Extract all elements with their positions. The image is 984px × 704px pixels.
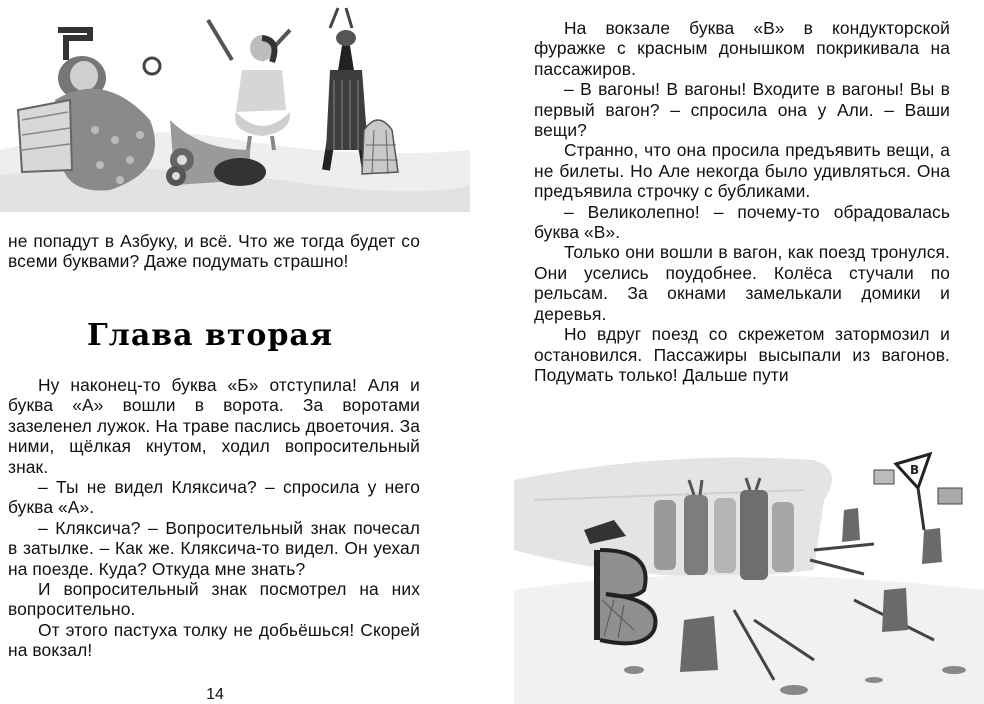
paragraph: не попадут в Азбуку, и всё. Что же тогда будет со всеми буквами? Даже подумать страшно!	[8, 231, 420, 272]
right-page	[514, 0, 984, 704]
paragraph: Ну наконец-то буква «Б» отступила! Аля и буква «А» вошли в ворота. За воротами зазеленел лужок. На траве паслись двоеточия. За ними, щёлкая кнутом, ходил вопросительный знак.	[8, 375, 420, 477]
bottom-illustration	[514, 440, 984, 704]
paragraph: – Кляксича? – Вопросительный знак почесал в затылке. – Как же. Кляксича-то видел. Он уехал на поезде. Куда? Откуда мне знать?	[8, 517, 420, 579]
paragraph: – Великолепно! – почему-то обрадовалась буква «В».	[534, 201, 950, 243]
paragraph: От этого пастуха толку не добьёшься! Скорей на вокзал!	[8, 619, 420, 661]
paragraph: На вокзале буква «В» в кондукторской фуражке с красным донышком покрикивала на пассажиров.	[534, 18, 950, 79]
paragraph: Только они вошли в вагон, как поезд тронулся. Они уселись поудобнее. Колёса стучали по рельсам. За окнами замелькали домики и деревья.	[534, 242, 950, 324]
page-number: 14	[206, 686, 224, 703]
paragraph: – Ты не видел Кляксича? – спросила у него буква «А».	[8, 477, 420, 518]
top-illustration	[0, 0, 470, 212]
paragraph: – В вагоны! В вагоны! Входите в вагоны! Вы в первый вагон? – спросила она у Али. – Ваши вещи?	[534, 79, 950, 141]
paragraph: И вопросительный знак посмотрел на них вопросительно.	[8, 579, 420, 620]
left-page	[0, 0, 470, 704]
continued-paragraph	[8, 231, 420, 272]
sign-letter: В	[910, 463, 920, 477]
right-body	[534, 18, 950, 385]
chapter-body	[8, 375, 420, 661]
chapter-title: Глава вторая	[86, 318, 334, 353]
paragraph: Но вдруг поезд со скрежетом затормозил и остановился. Пассажиры высыпали из вагонов. Подумать только! Дальше пути	[534, 324, 950, 385]
paragraph: Странно, что она просила предъявить вещи, а не билеты. Но Але некогда было удивляться. Она предъявила строчку с бубликами.	[534, 140, 950, 202]
